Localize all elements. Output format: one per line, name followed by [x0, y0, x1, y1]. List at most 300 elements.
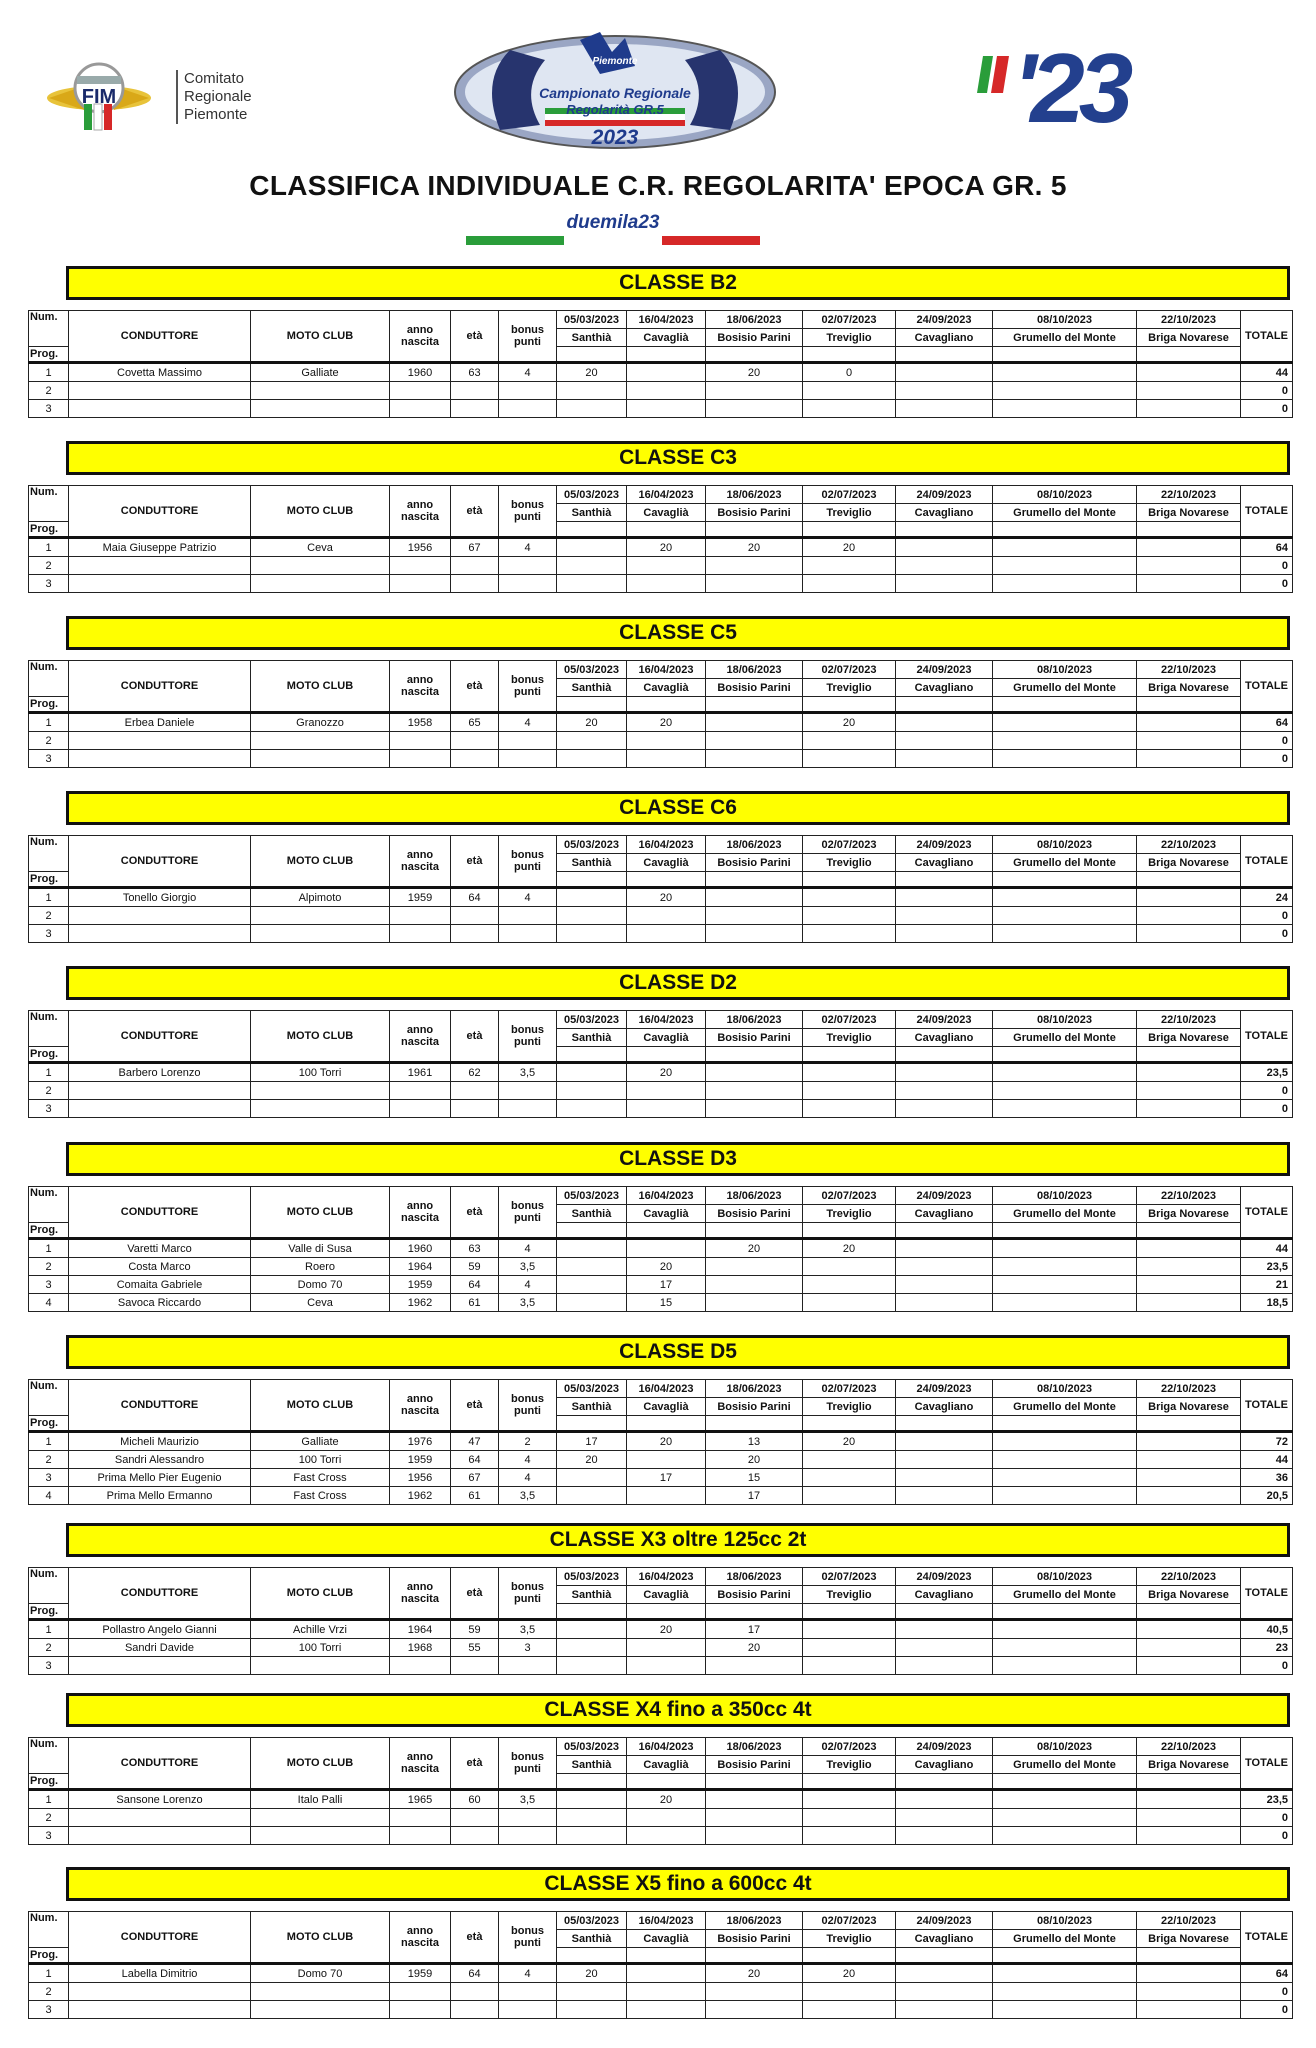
moto-club-cell [251, 1100, 390, 1118]
race-blank-header [627, 1948, 706, 1964]
race-blank-header [896, 522, 993, 538]
eta-cell: 64 [451, 1276, 499, 1294]
race-4-cell [803, 1082, 896, 1100]
totale-header: TOTALE [1241, 836, 1293, 888]
race-place-header: Santhià [557, 679, 627, 697]
race-blank-header [896, 1604, 993, 1620]
totale-header: TOTALE [1241, 486, 1293, 538]
race-1-cell [557, 732, 627, 750]
conduttore-cell: Tonello Giorgio [69, 888, 251, 907]
moto-club-cell: Galliate [251, 1432, 390, 1451]
race-blank-header [993, 872, 1137, 888]
race-4-cell [803, 1639, 896, 1657]
conduttore-cell [69, 907, 251, 925]
race-1-cell [557, 1620, 627, 1639]
race-2-cell [627, 925, 706, 943]
totale-cell: 23,5 [1241, 1258, 1293, 1276]
page-header [0, 0, 1316, 160]
race-1-cell [557, 1239, 627, 1258]
race-7-cell [1137, 400, 1241, 418]
conduttore-header: CONDUTTORE [69, 1011, 251, 1063]
eta-cell: 61 [451, 1487, 499, 1505]
anno-cell: 1961 [390, 1063, 451, 1082]
num-header: Num. [29, 1011, 69, 1047]
table-row [29, 1620, 1293, 1639]
race-place-header: Grumello del Monte [993, 329, 1137, 347]
race-7-cell [1137, 2001, 1241, 2019]
race-place-header: Treviglio [803, 1586, 896, 1604]
anno-cell: 1965 [390, 1790, 451, 1809]
conduttore-cell [69, 1657, 251, 1675]
bonus-punti-header: bonus punti [499, 486, 557, 538]
race-blank-header [803, 1604, 896, 1620]
totale-cell: 0 [1241, 400, 1293, 418]
table-row [29, 1657, 1293, 1675]
race-5-cell [896, 1063, 993, 1082]
race-7-cell [1137, 925, 1241, 943]
race-4-cell [803, 750, 896, 768]
logo-23-text: '23 [1013, 33, 1128, 143]
race-4-cell [803, 400, 896, 418]
eta-cell: 67 [451, 1469, 499, 1487]
race-7-cell [1137, 363, 1241, 382]
table-row [29, 400, 1293, 418]
anno-cell: 1959 [390, 1276, 451, 1294]
race-place-header: Grumello del Monte [993, 504, 1137, 522]
race-place-header: Grumello del Monte [993, 679, 1137, 697]
race-place-header: Santhià [557, 1756, 627, 1774]
race-date-header: 24/09/2023 [896, 836, 993, 854]
num-header: Num. [29, 1568, 69, 1604]
race-6-cell [993, 1790, 1137, 1809]
eta-cell [451, 750, 499, 768]
race-6-cell [993, 1809, 1137, 1827]
race-blank-header [896, 1223, 993, 1239]
race-7-cell [1137, 1657, 1241, 1675]
header-row-dates [29, 1738, 1293, 1756]
race-blank-header [993, 1604, 1137, 1620]
race-3-cell [706, 1657, 803, 1675]
race-5-cell [896, 363, 993, 382]
race-blank-header [993, 697, 1137, 713]
race-blank-header [557, 347, 627, 363]
race-place-header: Cavagliano [896, 1029, 993, 1047]
moto-club-header: MOTO CLUB [251, 1187, 390, 1239]
race-blank-header [627, 347, 706, 363]
moto-club-cell [251, 1983, 390, 2001]
race-blank-header [627, 1416, 706, 1432]
conduttore-cell [69, 1082, 251, 1100]
race-date-header: 08/10/2023 [993, 1380, 1137, 1398]
eta-header: età [451, 1380, 499, 1432]
class-title: CLASSE D5 [66, 1335, 1290, 1369]
race-5-cell [896, 1809, 993, 1827]
class-title: CLASSE B2 [66, 266, 1290, 300]
race-date-header: 18/06/2023 [706, 1738, 803, 1756]
race-blank-header [896, 1774, 993, 1790]
header-row-dates [29, 1187, 1293, 1205]
race-date-header: 24/09/2023 [896, 1380, 993, 1398]
race-4-cell [803, 907, 896, 925]
table-row [29, 1827, 1293, 1845]
class-title: CLASSE C3 [66, 441, 1290, 475]
race-date-header: 24/09/2023 [896, 311, 993, 329]
page-title: CLASSIFICA INDIVIDUALE C.R. REGOLARITA' EPOCA GR. 5 [249, 170, 1067, 201]
conduttore-cell [69, 925, 251, 943]
table-row [29, 1100, 1293, 1118]
conduttore-cell [69, 557, 251, 575]
race-place-header: Bosisio Parini [706, 1586, 803, 1604]
race-blank-header [557, 1948, 627, 1964]
race-3-cell [706, 1276, 803, 1294]
race-blank-header [803, 522, 896, 538]
prog-cell: 1 [29, 363, 69, 382]
totale-cell: 0 [1241, 575, 1293, 593]
bonus-cell [499, 1657, 557, 1675]
race-2-cell [627, 907, 706, 925]
race-place-header: Treviglio [803, 679, 896, 697]
bonus-cell: 3,5 [499, 1063, 557, 1082]
prog-cell: 2 [29, 1451, 69, 1469]
race-blank-header [627, 697, 706, 713]
race-3-cell [706, 400, 803, 418]
totale-header: TOTALE [1241, 1738, 1293, 1790]
race-blank-header [993, 522, 1137, 538]
race-date-header: 18/06/2023 [706, 1011, 803, 1029]
race-5-cell [896, 1469, 993, 1487]
moto-club-cell [251, 557, 390, 575]
race-1-cell [557, 907, 627, 925]
race-date-header: 18/06/2023 [706, 1568, 803, 1586]
totale-cell: 0 [1241, 2001, 1293, 2019]
race-5-cell [896, 1964, 993, 1983]
header-row-dates [29, 311, 1293, 329]
race-6-cell [993, 557, 1137, 575]
conduttore-cell: Labella Dimitrio [69, 1964, 251, 1983]
moto-club-header: MOTO CLUB [251, 1912, 390, 1964]
bonus-cell: 3,5 [499, 1294, 557, 1312]
race-5-cell [896, 1294, 993, 1312]
table-row [29, 382, 1293, 400]
race-2-cell [627, 1983, 706, 2001]
num-header: Num. [29, 1738, 69, 1774]
eta-cell: 59 [451, 1620, 499, 1639]
race-4-cell [803, 575, 896, 593]
class-title: CLASSE X4 fino a 350cc 4t [66, 1693, 1290, 1727]
flag-white [564, 236, 662, 245]
race-2-cell: 20 [627, 713, 706, 732]
anno-nascita-header: anno nascita [390, 836, 451, 888]
class-title: CLASSE X3 oltre 125cc 2t [66, 1523, 1290, 1557]
totale-cell: 0 [1241, 732, 1293, 750]
eta-cell: 55 [451, 1639, 499, 1657]
race-blank-header [993, 347, 1137, 363]
anno-cell [390, 400, 451, 418]
race-6-cell [993, 1827, 1137, 1845]
conduttore-header: CONDUTTORE [69, 1738, 251, 1790]
fim-emblem-icon [44, 48, 164, 138]
table-row [29, 363, 1293, 382]
race-date-header: 16/04/2023 [627, 1568, 706, 1586]
eta-cell: 65 [451, 713, 499, 732]
race-blank-header [993, 1416, 1137, 1432]
bonus-cell [499, 1100, 557, 1118]
totale-header: TOTALE [1241, 1568, 1293, 1620]
class-standings-table [28, 485, 1293, 593]
moto-club-cell [251, 575, 390, 593]
table-row [29, 925, 1293, 943]
race-date-header: 22/10/2023 [1137, 1380, 1241, 1398]
conduttore-cell [69, 1100, 251, 1118]
totale-cell: 0 [1241, 907, 1293, 925]
race-6-cell [993, 1983, 1137, 2001]
race-date-header: 18/06/2023 [706, 1380, 803, 1398]
header-row-dates [29, 661, 1293, 679]
conduttore-cell: Erbea Daniele [69, 713, 251, 732]
anno-nascita-header: anno nascita [390, 1187, 451, 1239]
race-place-header: Cavagliano [896, 329, 993, 347]
race-7-cell [1137, 557, 1241, 575]
num-header: Num. [29, 486, 69, 522]
race-5-cell [896, 538, 993, 557]
anno-cell: 1960 [390, 1239, 451, 1258]
race-place-header: Cavaglià [627, 1398, 706, 1416]
race-blank-header [1137, 872, 1241, 888]
race-4-cell: 20 [803, 1964, 896, 1983]
prog-cell: 1 [29, 1790, 69, 1809]
conduttore-cell: Sandri Alessandro [69, 1451, 251, 1469]
bonus-cell [499, 1082, 557, 1100]
race-place-header: Briga Novarese [1137, 1205, 1241, 1223]
race-date-header: 22/10/2023 [1137, 661, 1241, 679]
race-blank-header [993, 1047, 1137, 1063]
conduttore-cell [69, 1827, 251, 1845]
race-6-cell [993, 732, 1137, 750]
race-place-header: Bosisio Parini [706, 854, 803, 872]
race-7-cell [1137, 1983, 1241, 2001]
class-title: CLASSE D2 [66, 966, 1290, 1000]
eta-header: età [451, 1011, 499, 1063]
race-blank-header [706, 522, 803, 538]
race-date-header: 22/10/2023 [1137, 486, 1241, 504]
bonus-punti-header: bonus punti [499, 1011, 557, 1063]
race-1-cell [557, 1294, 627, 1312]
race-2-cell [627, 575, 706, 593]
moto-club-header: MOTO CLUB [251, 1738, 390, 1790]
race-blank-header [896, 872, 993, 888]
race-2-cell [627, 1100, 706, 1118]
race-date-header: 16/04/2023 [627, 311, 706, 329]
race-3-cell: 13 [706, 1432, 803, 1451]
prog-header: Prog. [29, 1223, 69, 1239]
race-2-cell [627, 1639, 706, 1657]
race-blank-header [627, 522, 706, 538]
table-row [29, 1258, 1293, 1276]
race-place-header: Grumello del Monte [993, 1029, 1137, 1047]
race-3-cell [706, 557, 803, 575]
race-place-header: Bosisio Parini [706, 1398, 803, 1416]
race-blank-header [1137, 1416, 1241, 1432]
race-date-header: 08/10/2023 [993, 1568, 1137, 1586]
table-row [29, 1639, 1293, 1657]
prog-cell: 3 [29, 1276, 69, 1294]
race-3-cell [706, 1983, 803, 2001]
totale-cell: 0 [1241, 925, 1293, 943]
prog-cell: 1 [29, 1239, 69, 1258]
race-date-header: 18/06/2023 [706, 486, 803, 504]
race-4-cell [803, 1657, 896, 1675]
race-4-cell [803, 1469, 896, 1487]
race-place-header: Santhià [557, 1398, 627, 1416]
race-2-cell: 20 [627, 888, 706, 907]
moto-club-cell: Fast Cross [251, 1469, 390, 1487]
race-date-header: 02/07/2023 [803, 311, 896, 329]
prog-cell: 2 [29, 1082, 69, 1100]
race-6-cell [993, 750, 1137, 768]
anno-cell: 1964 [390, 1620, 451, 1639]
race-date-header: 16/04/2023 [627, 1187, 706, 1205]
race-5-cell [896, 713, 993, 732]
race-6-cell [993, 538, 1137, 557]
moto-club-cell [251, 750, 390, 768]
totale-header: TOTALE [1241, 661, 1293, 713]
race-3-cell [706, 1258, 803, 1276]
race-place-header: Santhià [557, 504, 627, 522]
conduttore-cell [69, 400, 251, 418]
anno-cell [390, 750, 451, 768]
eta-cell: 64 [451, 888, 499, 907]
race-6-cell [993, 363, 1137, 382]
moto-club-header: MOTO CLUB [251, 311, 390, 363]
race-6-cell [993, 400, 1137, 418]
moto-club-cell: Roero [251, 1258, 390, 1276]
race-blank-header [1137, 347, 1241, 363]
race-3-cell [706, 1294, 803, 1312]
totale-cell: 23,5 [1241, 1063, 1293, 1082]
eta-cell [451, 1657, 499, 1675]
race-5-cell [896, 1258, 993, 1276]
race-place-header: Grumello del Monte [993, 1756, 1137, 1774]
conduttore-cell: Sansone Lorenzo [69, 1790, 251, 1809]
race-blank-header [1137, 1774, 1241, 1790]
logo-23 [975, 33, 1135, 143]
totale-cell: 0 [1241, 1082, 1293, 1100]
prog-cell: 1 [29, 713, 69, 732]
table-row [29, 1790, 1293, 1809]
anno-cell [390, 1082, 451, 1100]
class-standings-table [28, 1379, 1293, 1505]
header-row-dates [29, 1568, 1293, 1586]
race-5-cell [896, 575, 993, 593]
race-3-cell [706, 750, 803, 768]
race-6-cell [993, 1487, 1137, 1505]
eta-cell [451, 575, 499, 593]
race-5-cell [896, 1827, 993, 1845]
race-4-cell: 20 [803, 713, 896, 732]
anno-nascita-header: anno nascita [390, 486, 451, 538]
race-7-cell [1137, 888, 1241, 907]
race-place-header: Cavagliano [896, 854, 993, 872]
anno-cell: 1959 [390, 1451, 451, 1469]
race-date-header: 05/03/2023 [557, 311, 627, 329]
eta-header: età [451, 1738, 499, 1790]
prog-cell: 3 [29, 1657, 69, 1675]
eta-header: età [451, 1568, 499, 1620]
race-place-header: Bosisio Parini [706, 504, 803, 522]
race-blank-header [803, 1047, 896, 1063]
anno-cell [390, 1827, 451, 1845]
bonus-cell [499, 925, 557, 943]
eta-cell [451, 1983, 499, 2001]
table-row [29, 1487, 1293, 1505]
bonus-cell: 3,5 [499, 1790, 557, 1809]
race-3-cell [706, 1063, 803, 1082]
eta-cell [451, 732, 499, 750]
moto-club-cell: Galliate [251, 363, 390, 382]
eta-cell: 59 [451, 1258, 499, 1276]
class-standings-table [28, 1567, 1293, 1675]
eta-cell [451, 382, 499, 400]
race-1-cell [557, 400, 627, 418]
race-date-header: 02/07/2023 [803, 661, 896, 679]
race-5-cell [896, 750, 993, 768]
anno-nascita-header: anno nascita [390, 1380, 451, 1432]
race-3-cell [706, 2001, 803, 2019]
bonus-cell: 3,5 [499, 1487, 557, 1505]
race-7-cell [1137, 1827, 1241, 1845]
race-place-header: Santhià [557, 854, 627, 872]
race-7-cell [1137, 1487, 1241, 1505]
totale-cell: 0 [1241, 557, 1293, 575]
class-title: CLASSE D3 [66, 1142, 1290, 1176]
bonus-cell [499, 907, 557, 925]
race-date-header: 02/07/2023 [803, 1738, 896, 1756]
race-3-cell [706, 907, 803, 925]
race-4-cell [803, 1809, 896, 1827]
race-4-cell [803, 2001, 896, 2019]
race-place-header: Cavaglià [627, 329, 706, 347]
prog-cell: 2 [29, 732, 69, 750]
moto-club-cell: 100 Torri [251, 1063, 390, 1082]
race-blank-header [557, 1774, 627, 1790]
eta-cell: 47 [451, 1432, 499, 1451]
race-blank-header [993, 1774, 1137, 1790]
anno-cell [390, 557, 451, 575]
race-date-header: 05/03/2023 [557, 486, 627, 504]
prog-cell: 4 [29, 1294, 69, 1312]
race-date-header: 05/03/2023 [557, 1738, 627, 1756]
eta-cell [451, 1100, 499, 1118]
table-row [29, 1964, 1293, 1983]
race-1-cell [557, 1469, 627, 1487]
race-date-header: 24/09/2023 [896, 1187, 993, 1205]
header-row-dates [29, 486, 1293, 504]
conduttore-header: CONDUTTORE [69, 1568, 251, 1620]
race-blank-header [557, 1223, 627, 1239]
bonus-cell [499, 1983, 557, 2001]
race-3-cell: 17 [706, 1487, 803, 1505]
race-5-cell [896, 925, 993, 943]
anno-cell [390, 575, 451, 593]
prog-cell: 1 [29, 1432, 69, 1451]
prog-cell: 3 [29, 925, 69, 943]
race-7-cell [1137, 1639, 1241, 1657]
prog-cell: 3 [29, 2001, 69, 2019]
race-place-header: Treviglio [803, 1756, 896, 1774]
totale-cell: 40,5 [1241, 1620, 1293, 1639]
race-date-header: 08/10/2023 [993, 1011, 1137, 1029]
table-row [29, 888, 1293, 907]
